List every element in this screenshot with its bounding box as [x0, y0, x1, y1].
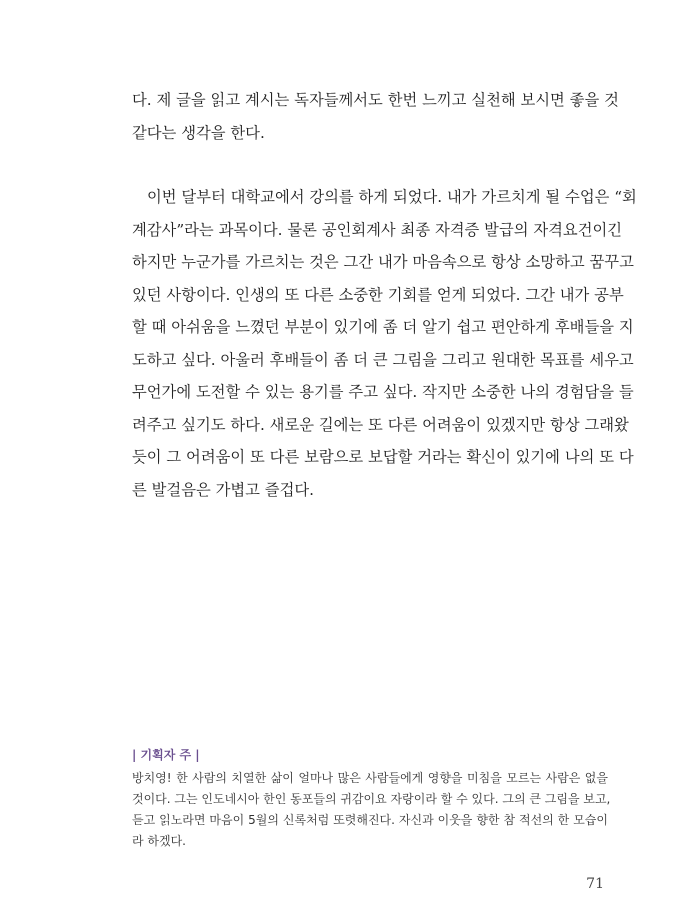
paragraph-1 [132, 84, 619, 149]
editor-note-line: 것이다. 그는 인도네시아 한인 동포들의 귀감이요 자랑이라 할 수 있다. 그의 큰 그림을 보고, [132, 792, 611, 806]
editor-note-line: 방치영! 한 사람의 치열한 삶이 얼마나 많은 사람들에게 영향을 미침을 모르는 사람은 없을 [132, 771, 608, 785]
editor-note [132, 746, 611, 852]
paragraph-2-line: 무언가에 도전할 수 있는 용기를 주고 싶다. 작지만 소중한 나의 경험담을 들 [132, 383, 634, 401]
paragraph-gap [132, 149, 608, 181]
paragraph-2-line: 듯이 그 어려움이 또 다른 보람으로 보답할 거라는 확신이 있기에 나의 또 다 [132, 448, 634, 466]
editor-note-line: 라 하겠다. [132, 834, 186, 848]
paragraph-2 [132, 181, 637, 506]
editor-note-line: 듣고 읽노라면 마음이 5월의 신록처럼 또렷해진다. 자신과 이웃을 향한 참 적선의 한 모습이 [132, 813, 608, 827]
paragraph-2-line: 계감사”라는 과목이다. 물론 공인회계사 최종 자격증 발급의 자격요건이긴 [132, 220, 623, 239]
paragraph-2-line: 려주고 싶기도 하다. 새로운 길에는 또 다른 어려움이 있겠지만 항상 그래왔 [132, 415, 629, 434]
paragraph-2-line: 하지만 누군가를 가르치는 것은 그간 내가 마음속으로 항상 소망하고 꿈꾸고 [132, 253, 634, 271]
paragraph-2-line: 이번 달부터 대학교에서 강의를 하게 되었다. 내가 가르치게 될 수업은 “회 [147, 188, 637, 206]
paragraph-2-line: 도하고 싶다. 아울러 후배들이 좀 더 큰 그림을 그리고 원대한 목표를 세우고 [132, 350, 634, 369]
paragraph-2-line: 있던 사항이다. 인생의 또 다른 소중한 기회를 얻게 되었다. 그간 내가 공부 [132, 285, 624, 304]
paragraph-2-line: 른 발걸음은 가볍고 즐겁다. [132, 480, 314, 499]
paragraph-1-line: 같다는 생각을 한다. [132, 123, 265, 142]
page-number: 71 [586, 876, 604, 892]
editor-note-title: | 기획자 주 | [132, 748, 200, 762]
paragraph-2-line: 할 때 아쉬움을 느꼈던 부분이 있기에 좀 더 알기 쉽고 편안하게 후배들을 지 [132, 318, 634, 336]
main-body-text [132, 84, 637, 506]
paragraph-1-line: 다. 제 글을 읽고 계시는 독자들께서도 한번 느끼고 실천해 보시면 좋을 것 [132, 91, 619, 109]
